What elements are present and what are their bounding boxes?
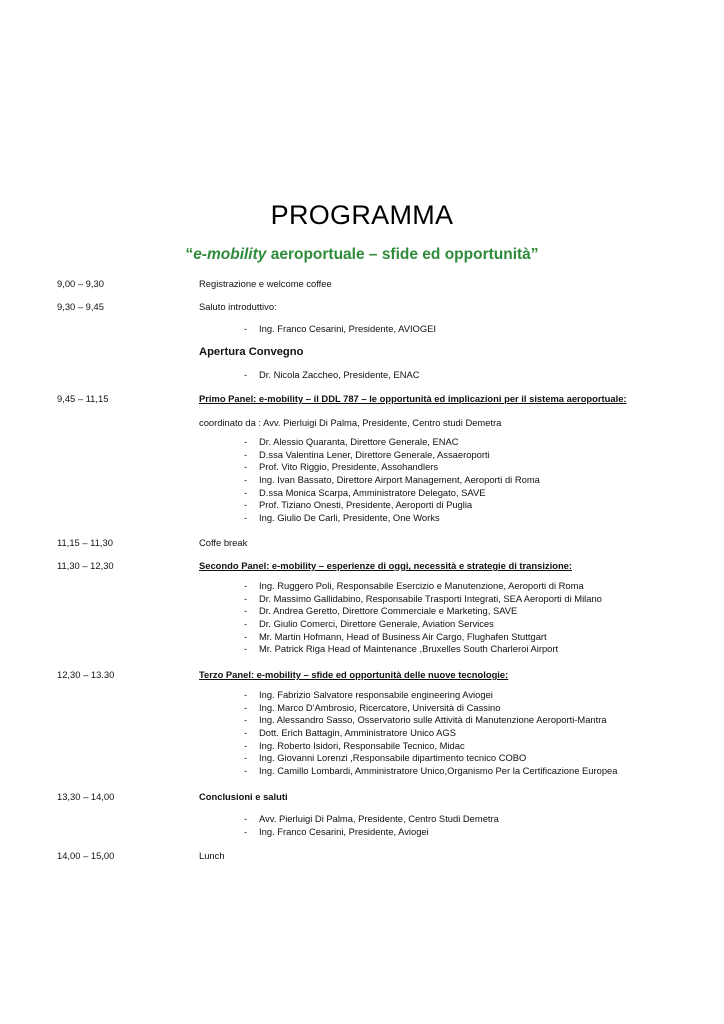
speaker-name: Dott. Erich Battagin, Amministratore Unico AGS <box>259 727 456 739</box>
session-title: Terzo Panel: e-mobility – sfide ed opportunità delle nuove tecnologie: <box>199 669 509 680</box>
speaker-name: Dr. Giulio Comerci, Direttore Generale, Aviation Services <box>259 618 494 630</box>
subtitle-close-quote: ” <box>530 246 539 263</box>
session-time: 9,30 – 9,45 <box>57 301 104 312</box>
speaker-name: Ing. Ruggero Poli, Responsabile Esercizio e Manutenzione, Aeroporti di Roma <box>259 580 584 591</box>
speaker-item <box>0 461 724 474</box>
bullet-dash: - <box>244 714 248 726</box>
speaker-item <box>0 369 724 382</box>
session-time: 9,45 – 11,15 <box>57 393 109 404</box>
event-subtitle <box>0 246 724 264</box>
opening-heading: Apertura Convegno <box>199 346 304 358</box>
speaker-item <box>0 605 724 618</box>
speaker-item <box>0 727 724 740</box>
speaker-item <box>0 593 724 606</box>
speaker-item <box>0 752 724 765</box>
speaker-item <box>0 813 724 826</box>
bullet-dash: - <box>244 605 248 617</box>
speaker-name: Ing. Roberto Isidori, Responsabile Tecnico, Midac <box>259 739 465 751</box>
speaker-name: Prof. Vito Riggio, Presidente, Assohandlers <box>259 461 439 473</box>
session-time: 11,30 – 12,30 <box>57 560 114 571</box>
bullet-dash: - <box>244 369 248 380</box>
bullet-dash: - <box>244 727 248 739</box>
speaker-name: Ing. Franco Cesarini, Presidente, Aviogei <box>259 825 429 837</box>
speaker-item <box>0 323 724 336</box>
bullet-dash: - <box>244 486 248 498</box>
speaker-item <box>0 512 724 525</box>
bullet-dash: - <box>244 512 248 524</box>
bullet-dash: - <box>244 630 248 642</box>
bullet-dash: - <box>244 323 248 334</box>
speaker-name: Ing. Ivan Bassato, Direttore Airport Management, Aeroporti di Roma <box>259 474 540 486</box>
speaker-name: Avv. Pierluigi Di Palma, Presidente, Centro Studi Demetra <box>259 813 499 824</box>
subtitle-open-quote: “ <box>185 246 194 263</box>
speaker-name: Ing. Marco D'Ambrosio, Ricercatore, Università di Cassino <box>259 701 501 713</box>
session-title: Secondo Panel: e-mobility – esperienze di oggi, necessità e strategie di transizione: <box>199 560 573 571</box>
bullet-dash: - <box>244 739 248 751</box>
bullet-dash: - <box>244 499 248 511</box>
speaker-item <box>0 643 724 656</box>
bullet-dash: - <box>244 689 248 700</box>
bullet-dash: - <box>244 813 248 824</box>
page-title: PROGRAMMA <box>270 200 454 230</box>
bullet-dash: - <box>244 765 248 777</box>
speaker-name: D.ssa Monica Scarpa, Amministratore Delegato, SAVE <box>259 486 486 498</box>
speaker-list-welcome <box>0 323 724 336</box>
bullet-dash: - <box>244 474 248 486</box>
bullet-dash: - <box>244 436 248 447</box>
speaker-item <box>0 765 724 778</box>
speaker-item <box>0 689 724 702</box>
bullet-dash: - <box>244 825 248 837</box>
speaker-item <box>0 702 724 715</box>
bullet-dash: - <box>244 580 248 591</box>
session-time: 9,00 – 9,30 <box>57 278 104 289</box>
speaker-item <box>0 499 724 512</box>
speaker-item <box>0 474 724 487</box>
speaker-item <box>0 631 724 644</box>
speaker-name: Prof. Tiziano Onesti, Presidente, Aeroporti di Puglia <box>259 499 473 511</box>
session-time: 11,15 – 11,30 <box>57 537 113 548</box>
speaker-item <box>0 487 724 500</box>
session-title: Registrazione e welcome coffee <box>199 278 332 289</box>
speaker-name: Ing. Alessandro Sasso, Osservatorio sulle Attività di Manutenzione Aeroporti-Mantra <box>259 714 607 726</box>
session-title: Lunch <box>199 850 225 861</box>
session-time: 13,30 – 14,00 <box>57 791 115 802</box>
speaker-list-panel-2 <box>0 580 724 656</box>
speaker-name: Ing. Giovanni Lorenzi ,Responsabile dipartimento tecnico COBO <box>259 752 527 764</box>
bullet-dash: - <box>244 752 248 764</box>
speaker-list-opening <box>0 369 724 382</box>
panel-coordinator: coordinato da : Avv. Pierluigi Di Palma, Presidente, Centro studi Demetra <box>199 417 502 428</box>
session-title: Coffe break <box>199 537 248 548</box>
speaker-item <box>0 580 724 593</box>
session-title: Conclusioni e saluti <box>199 791 288 802</box>
speaker-list-panel-1 <box>0 436 724 525</box>
bullet-dash: - <box>244 592 248 604</box>
session-title: Saluto introduttivo: <box>199 301 277 312</box>
speaker-name: Ing. Giulio De Carli, Presidente, One Works <box>259 512 440 524</box>
session-time: 12,30 – 13.30 <box>57 669 115 680</box>
subtitle-rest: aeroportuale – sfide ed opportunità <box>266 246 531 263</box>
speaker-name: D.ssa Valentina Lener, Direttore Generale, Assaeroporti <box>259 448 490 460</box>
speaker-name: Dr. Alessio Quaranta, Direttore Generale, ENAC <box>259 436 459 447</box>
speaker-name: Ing. Camillo Lombardi, Amministratore Unico,Organismo Per la Certificazione Europea <box>259 765 618 777</box>
speaker-name: Dr. Nicola Zaccheo, Presidente, ENAC <box>259 369 420 380</box>
bullet-dash: - <box>244 701 248 713</box>
speaker-list-closing <box>0 813 724 838</box>
speaker-item <box>0 826 724 839</box>
speaker-name: Dr. Massimo Gallidabino, Responsabile Trasporti Integrati, SEA Aeroporti di Milano <box>259 592 602 604</box>
speaker-name: Mr. Martin Hofmann, Head of Business Air Cargo, Flughafen Stuttgart <box>259 630 547 642</box>
session-title: Primo Panel: e-mobility – il DDL 787 – le opportunità ed implicazioni per il sistema aeroportuale: <box>199 393 627 404</box>
speaker-name: Ing. Franco Cesarini, Presidente, AVIOGEI <box>259 323 436 334</box>
speaker-name: Mr. Patrick Riga Head of Maintenance ,Bruxelles South Charleroi Airport <box>259 643 559 655</box>
session-time: 14,00 – 15,00 <box>57 850 115 861</box>
bullet-dash: - <box>244 618 248 630</box>
speaker-item <box>0 714 724 727</box>
speaker-list-panel-3 <box>0 689 724 778</box>
speaker-item <box>0 436 724 449</box>
bullet-dash: - <box>244 461 248 473</box>
speaker-item <box>0 449 724 462</box>
bullet-dash: - <box>244 448 248 460</box>
speaker-name: Ing. Fabrizio Salvatore responsabile engineering Aviogei <box>259 689 493 700</box>
bullet-dash: - <box>244 643 248 655</box>
speaker-name: Dr. Andrea Geretto, Direttore Commerciale e Marketing, SAVE <box>259 605 518 617</box>
speaker-item <box>0 740 724 753</box>
speaker-item <box>0 618 724 631</box>
subtitle-emphasis: e-mobility <box>193 246 267 263</box>
